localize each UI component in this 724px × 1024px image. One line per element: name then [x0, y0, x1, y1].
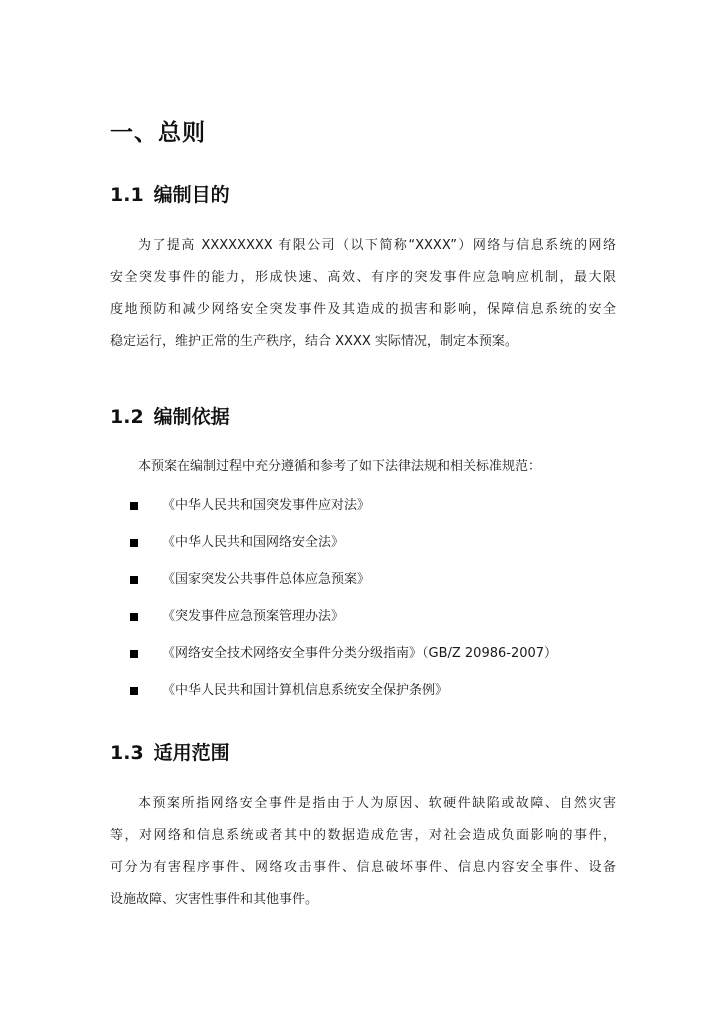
paragraph-line: 安全突发事件的能力，形成快速、高效、有序的突发事件应急响应机制，最大限 — [110, 270, 616, 285]
paragraph-line: 本预案所指网络安全事件是指由于人为原因、软硬件缺陷或故障、自然灾害 — [138, 796, 616, 811]
list-item-text: 《中华人民共和国网络安全法》 — [162, 535, 345, 550]
paragraph-purpose — [110, 230, 616, 358]
square-bullet-icon — [130, 613, 138, 621]
list-item-text: 《国家突发公共事件总体应急预案》 — [162, 572, 371, 587]
heading-basis-title: 编制依据 — [153, 406, 230, 428]
paragraph-line: 为了提高 XXXXXXXX 有限公司（以下简称“XXXX”）网络与信息系统的网络 — [138, 238, 616, 253]
list-item-text: 《突发事件应急预案管理办法》 — [162, 609, 345, 624]
paragraph-scope — [110, 788, 616, 916]
paragraph-line: 本预案在编制过程中充分遵循和参考了如下法律法规和相关标准规范： — [138, 459, 542, 474]
paragraph-line: 设施故障、灾害性事件和其他事件。 — [110, 892, 319, 907]
paragraph-line: 稳定运行，维护正常的生产秩序，结合 XXXX 实际情况，制定本预案。 — [110, 334, 518, 349]
paragraph-line: 可分为有害程序事件、网络攻击事件、信息破坏事件、信息内容安全事件、设备 — [110, 860, 616, 875]
heading-scope-number: 1.3 — [110, 742, 144, 764]
heading-purpose — [110, 180, 230, 207]
section-heading-general: 一、总则 — [110, 120, 206, 146]
list-item — [130, 603, 557, 640]
square-bullet-icon — [130, 650, 138, 658]
square-bullet-icon — [130, 576, 138, 584]
heading-purpose-title: 编制目的 — [153, 184, 230, 206]
heading-basis — [110, 402, 230, 429]
paragraph-basis-intro — [110, 451, 616, 483]
paragraph-line: 等，对网络和信息系统或者其中的数据造成危害，对社会造成负面影响的事件， — [110, 828, 616, 843]
list-item — [130, 640, 557, 677]
heading-scope-title: 适用范围 — [153, 742, 230, 764]
list-item-text: 《中华人民共和国突发事件应对法》 — [162, 498, 371, 513]
list-item-text: 《中华人民共和国计算机信息系统安全保护条例》 — [162, 683, 449, 698]
square-bullet-icon — [130, 502, 138, 510]
list-item — [130, 566, 557, 603]
heading-basis-number: 1.2 — [110, 406, 144, 428]
list-item — [130, 529, 557, 566]
list-item-text: 《网络安全技术网络安全事件分类分级指南》（GB/Z 20986-2007） — [162, 646, 558, 661]
heading-purpose-number: 1.1 — [110, 184, 144, 206]
list-item — [130, 677, 557, 714]
list-item — [130, 492, 557, 529]
regulation-list — [130, 492, 557, 714]
square-bullet-icon — [130, 539, 138, 547]
heading-scope — [110, 738, 230, 765]
paragraph-line: 度地预防和减少网络安全突发事件及其造成的损害和影响，保障信息系统的安全 — [110, 302, 616, 317]
square-bullet-icon — [130, 687, 138, 695]
